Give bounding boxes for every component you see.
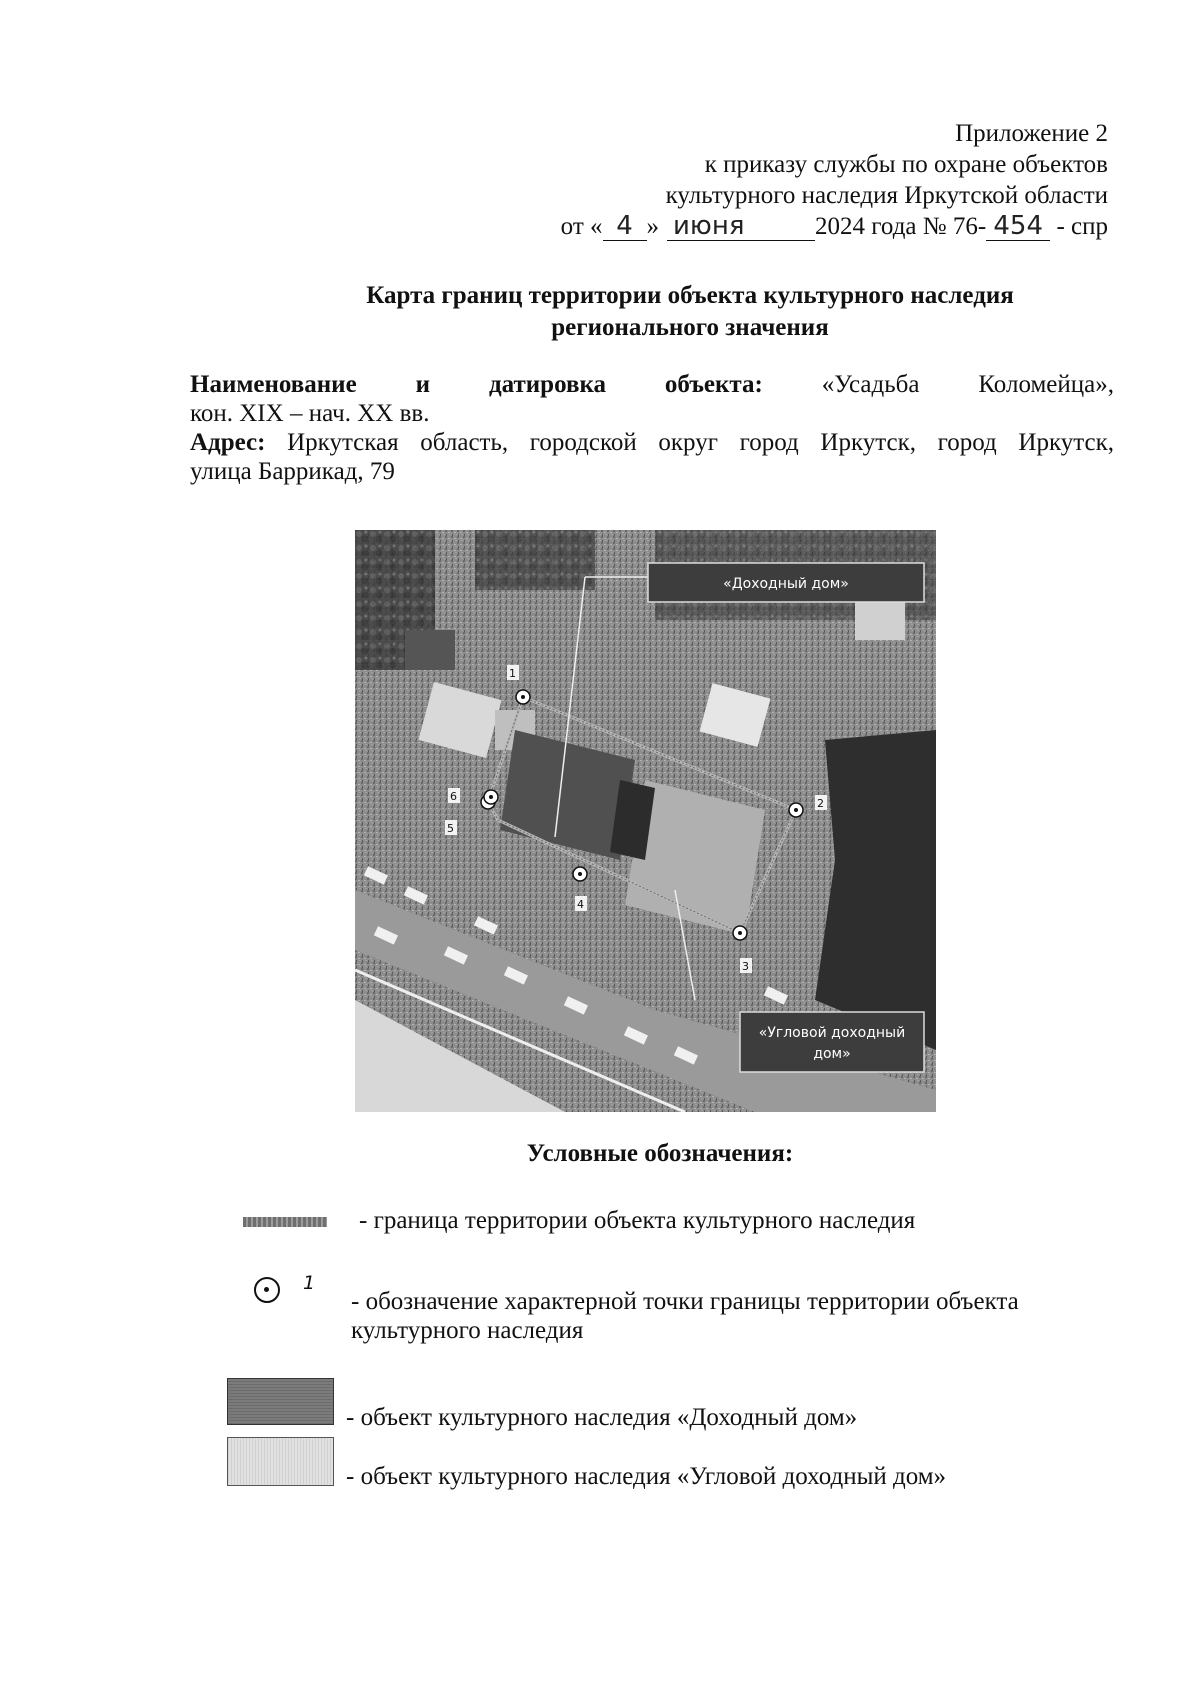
map-label-dohodny: «Доходный дом» bbox=[723, 576, 849, 592]
document-title bbox=[250, 280, 1130, 344]
map-label-uglovoy-2: дом» bbox=[813, 1046, 851, 1062]
object-name-label: Наименование и датировка объекта: bbox=[190, 371, 763, 398]
address-street: улица Баррикад, 79 bbox=[190, 458, 395, 485]
address-value: Иркутская область, городской округ город Иркутск, город Иркутск, bbox=[287, 429, 1114, 456]
legend-uglovoy: - объект культурного наследия «Угловой доходный дом» bbox=[346, 1463, 947, 1490]
handwritten-month: июня bbox=[667, 213, 815, 241]
legend-dohodny: - объект культурного наследия «Доходный дом» bbox=[346, 1404, 858, 1431]
legend-point-number: 1 bbox=[303, 1272, 316, 1294]
map-point-label-4: 4 bbox=[577, 898, 584, 911]
title-line-2: регионального значения bbox=[551, 314, 829, 341]
legend-point-line-2: культурного наследия bbox=[351, 1317, 584, 1344]
legend-point-line-1: - обозначение характерной точки границы территории объекта bbox=[351, 1288, 1019, 1315]
legend-title: Условные обозначения: bbox=[526, 1140, 794, 1167]
title-line-1: Карта границ территории объекта культурного наследия bbox=[366, 282, 1014, 309]
year-text: 2024 года № 76- bbox=[815, 213, 987, 240]
date-prefix: от « bbox=[560, 213, 603, 240]
map-point-label-6: 6 bbox=[450, 790, 457, 803]
characteristic-point-icon bbox=[254, 1277, 280, 1303]
address-line bbox=[190, 428, 1114, 457]
object-name-line bbox=[190, 370, 1114, 399]
handwritten-order-number: 454 bbox=[986, 213, 1050, 241]
appendix-line-3: культурного наследия Иркутской области bbox=[665, 182, 1108, 209]
handwritten-day: 4 bbox=[603, 213, 647, 241]
order-date-line bbox=[561, 211, 1108, 242]
map-label-uglovoy-1: «Угловой доходный bbox=[758, 1025, 906, 1041]
object-info bbox=[190, 370, 1114, 486]
dohodny-dom-swatch bbox=[227, 1378, 334, 1425]
address-label: Адрес: bbox=[190, 429, 266, 456]
aerial-map bbox=[355, 530, 936, 1112]
legend-boundary: - граница территории объекта культурного наследия bbox=[359, 1207, 916, 1234]
legend-point bbox=[351, 1287, 1019, 1345]
order-suffix: - спр bbox=[1050, 213, 1108, 240]
map-image bbox=[355, 530, 936, 1112]
appendix-line-2: к приказу службы по охране объектов bbox=[704, 151, 1108, 178]
appendix-header bbox=[561, 118, 1108, 242]
boundary-line-swatch bbox=[243, 1217, 327, 1227]
uglovoy-dom-swatch bbox=[227, 1437, 334, 1486]
date-mid: » bbox=[646, 213, 660, 240]
map-point-label-2: 2 bbox=[817, 797, 824, 810]
map-point-label-1: 1 bbox=[509, 667, 516, 680]
map-point-label-3: 3 bbox=[742, 960, 749, 973]
object-dating: кон. XIX – нач. XX вв. bbox=[190, 400, 430, 427]
object-name-value: «Усадьба Коломейца», bbox=[821, 371, 1114, 398]
appendix-line-1: Приложение 2 bbox=[955, 120, 1108, 147]
map-point-label-5: 5 bbox=[447, 822, 454, 835]
